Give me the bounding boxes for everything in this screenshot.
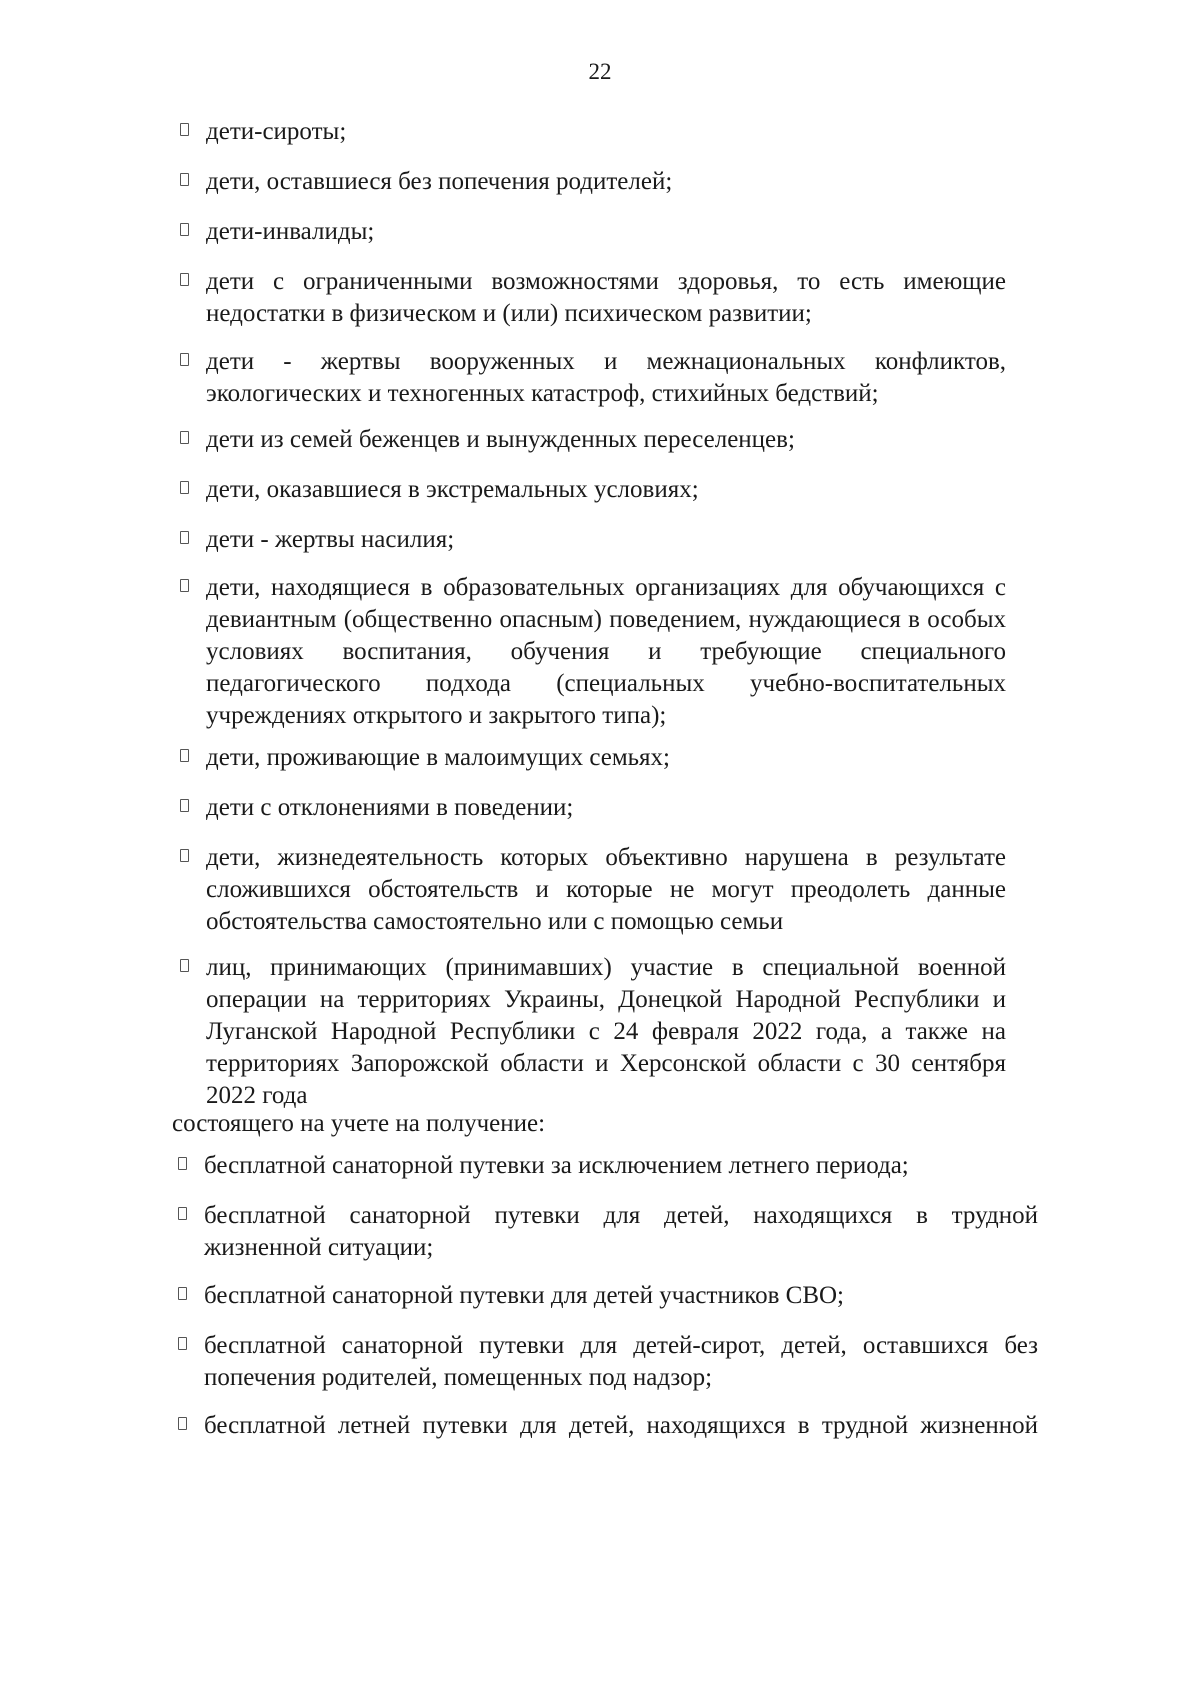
square-bullet-icon	[178, 1157, 187, 1170]
list-item-text: лиц, принимающих (принимавших) участие в специальной военной операции на территориях Украины, Донецкой Народной Республики и Луганской Народной Республики с 24 февраля 2022 года, а также на территориях Запорожской области и Херсонской области с 30 сентября 2022 года	[206, 954, 1006, 1109]
page-number: 22	[588, 59, 612, 84]
list-item-text: дети с ограниченными возможностями здоровья, то есть имеющие недостатки в физическом и (или) психическом развитии;	[206, 268, 1006, 327]
list-item-text: бесплатной летней путевки для детей, находящихся в трудной жизненной	[204, 1412, 1038, 1439]
list-item-text: дети с отклонениями в поведении;	[206, 794, 574, 821]
square-bullet-icon	[180, 799, 189, 812]
square-bullet-icon	[180, 123, 189, 136]
square-bullet-icon	[180, 223, 189, 236]
list-item-text: бесплатной санаторной путевки для детей, находящихся в трудной жизненной ситуации;	[204, 1202, 1038, 1261]
list-item	[178, 1280, 1038, 1312]
list-item-text: дети из семей беженцев и вынужденных переселенцев;	[206, 426, 795, 453]
list-item-text: дети-сироты;	[206, 118, 347, 145]
list-item-text: дети, находящиеся в образовательных организациях для обучающихся с девиантным (общественно опасным) поведением, нуждающиеся в особых условиях воспитания, обучения и требующие специального педагогического подхода (специальных учебно-воспитательных учреждениях открытого и закрытого типа);	[206, 574, 1006, 729]
list-item	[180, 346, 1006, 410]
square-bullet-icon	[180, 481, 189, 494]
list-item-text: дети - жертвы насилия;	[206, 526, 455, 553]
list-item	[180, 952, 1006, 1112]
list-item	[180, 266, 1006, 330]
square-bullet-icon	[180, 531, 189, 544]
list-item-text: бесплатной санаторной путевки для детей-сирот, детей, оставшихся без попечения родителей, помещенных под надзор;	[204, 1332, 1038, 1391]
square-bullet-icon	[178, 1287, 187, 1300]
list-item	[180, 842, 1006, 938]
square-bullet-icon	[180, 849, 189, 862]
list-item	[180, 742, 1006, 774]
square-bullet-icon	[178, 1207, 187, 1220]
list-item	[180, 216, 1006, 248]
list-item-text: бесплатной санаторной путевки за исключением летнего периода;	[204, 1152, 909, 1179]
list-item	[178, 1200, 1038, 1264]
square-bullet-icon	[180, 173, 189, 186]
list-item	[180, 524, 1006, 556]
square-bullet-icon	[180, 579, 189, 592]
list-item-text: дети, проживающие в малоимущих семьях;	[206, 744, 670, 771]
list-item	[180, 474, 1006, 506]
list-item-text: дети, жизнедеятельность которых объективно нарушена в результате сложившихся обстоятельств и которые не могут преодолеть данные обстоятельства самостоятельно или с помощью семьи	[206, 844, 1006, 935]
square-bullet-icon	[180, 959, 189, 972]
list-item-text: бесплатной санаторной путевки для детей участников СВО;	[204, 1282, 844, 1309]
list-item-text: дети-инвалиды;	[206, 218, 375, 245]
square-bullet-icon	[180, 273, 189, 286]
list-item-text: дети, оказавшиеся в экстремальных условиях;	[206, 476, 699, 503]
square-bullet-icon	[178, 1417, 187, 1430]
square-bullet-icon	[180, 431, 189, 444]
list-item	[178, 1410, 1038, 1442]
list-item-text: дети - жертвы вооруженных и межнациональных конфликтов, экологических и техногенных катастроф, стихийных бедствий;	[206, 348, 1006, 407]
list-item	[180, 792, 1006, 824]
square-bullet-icon	[180, 749, 189, 762]
square-bullet-icon	[180, 353, 189, 366]
list-item	[180, 572, 1006, 732]
list-item	[178, 1330, 1038, 1394]
list-item	[180, 424, 1006, 456]
intro-text: состоящего на учете на получение:	[172, 1110, 546, 1137]
square-bullet-icon	[178, 1337, 187, 1350]
list-item	[180, 166, 1006, 198]
list-item	[180, 116, 1006, 148]
list-item-text: дети, оставшиеся без попечения родителей;	[206, 168, 673, 195]
list-item	[178, 1150, 1038, 1182]
